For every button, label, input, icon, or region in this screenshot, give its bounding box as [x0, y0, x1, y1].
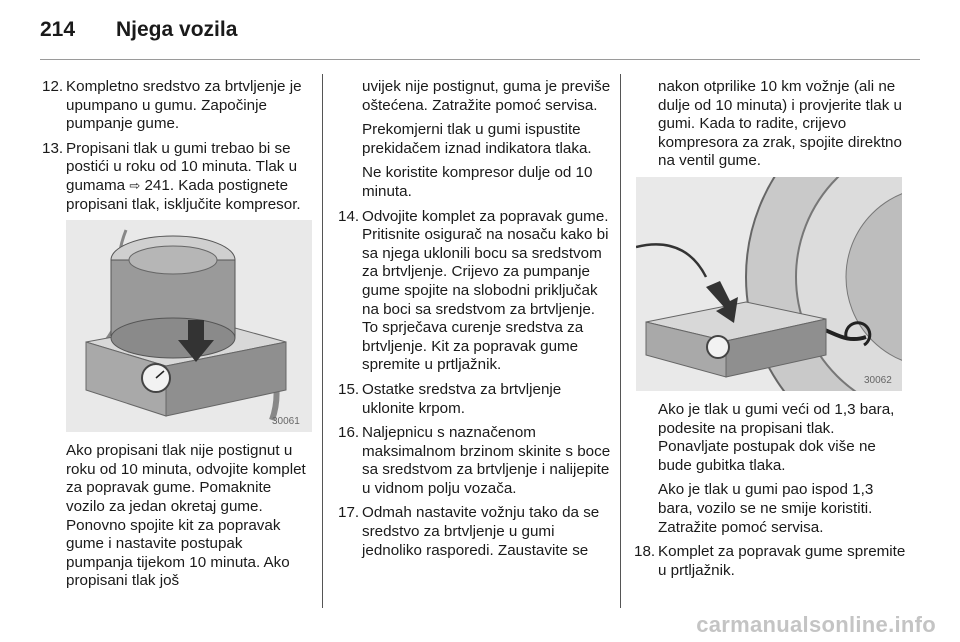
step-17-note-above: Ako je tlak u gumi veći od 1,3 bara, podesite na propisani tlak. Ponavljate postupak dok više ne bude gubitka tlaka. [658, 400, 895, 474]
compressor-illustration [66, 220, 312, 432]
column-1 [42, 78, 310, 597]
watermark: carmanualsonline.info [696, 612, 936, 637]
step-number: 15. [338, 380, 360, 398]
step-13-note-continued: uvijek nije postignut, guma je previše oštećena. Zatražite pomoć servisa. [362, 78, 611, 114]
step-18 [634, 543, 908, 580]
step-12 [42, 78, 310, 134]
step-text: Odmah nastavite vožnju tako da se sredstvo za brtvljenje u gumi jednoliko rasporedi. Zaustavite se [362, 504, 600, 559]
step-16 [338, 424, 612, 498]
column-divider [322, 74, 323, 608]
step-text: Naljepnicu s naznačenom maksimalnom brzinom skinite s boce sa sredstvom za brtvljenje i nalijepite u vidnom polju vozača. [362, 424, 611, 497]
step-text-continued: . Kada postignete propisani tlak, isključite kompresor. [66, 176, 301, 213]
page-number: 214 [40, 18, 76, 41]
step-13 [42, 140, 310, 214]
step-13-note-time-limit: Ne koristite kompresor dulje od 10 minuta. [362, 164, 593, 200]
step-text: Propisani tlak u gumi trebao bi se postići u roku od 10 minuta. Tlak u gumama [66, 139, 298, 194]
step-number: 17. [338, 504, 360, 522]
step-number: 12. [42, 78, 64, 95]
chapter-title: Njega vozila [116, 18, 238, 41]
step-number: 18. [634, 543, 656, 561]
column-2 [338, 78, 612, 566]
step-number: 16. [338, 424, 360, 442]
step-13-note: Ako propisani tlak nije postignut u roku od 10 minuta, odvojite komplet za popravak gume. Pomaknite vozilo za jedan okretaj gume. Ponovno spojite kit za popravak gume i nastavite postupak pumpanja tijekom 10 minuta. Ako propisani tlak još [66, 442, 306, 590]
page-header [40, 14, 920, 50]
figure-code: 30062 [864, 374, 892, 386]
step-15 [338, 381, 612, 418]
step-17-note-below: Ako je tlak u gumi pao ispod 1,3 bara, vozilo se ne smije koristiti. Zatražite pomoć servisa. [658, 481, 874, 536]
step-number: 14. [338, 207, 360, 225]
step-text: Odvojite komplet za popravak gume. Pritisnite osigurač na nosaču kako bi sa njega uklonili bocu sa sredstvom za brtvljenje. Crijevo za pumpanje gume spojite na slobodni priključak na boci sa sredstvom za brtvljenje. To sprječava curenje sredstva za brtvljenje. Kit za popravak gume spremite u prtljažnik. [362, 207, 609, 374]
step-text: Komplet za popravak gume spremite u prtljažnik. [658, 543, 906, 579]
arrow-reference-icon: ⇨ [129, 177, 141, 193]
figure-compressor-tire [636, 177, 908, 391]
step-17 [338, 504, 612, 560]
step-13-note-overpressure: Prekomjerni tlak u gumi ispustite prekidačem iznad indikatora tlaka. [362, 121, 592, 157]
compressor-tire-illustration [636, 177, 902, 391]
column-divider [620, 74, 621, 608]
step-text: Kompletno sredstvo za brtvljenje je upumpano u gumu. Započinje pumpanje gume. [66, 78, 302, 133]
figure-compressor-inflating [66, 220, 310, 432]
step-17-continued: nakon otprilike 10 km vožnje (ali ne dulje od 10 minuta) i provjerite tlak u gumi. Kada to radite, crijevo kompresora za zrak, spojite direktno na ventil gume. [658, 78, 902, 170]
figure-code: 30061 [272, 416, 300, 428]
step-number: 13. [42, 139, 64, 157]
header-rule [40, 59, 920, 60]
column-3 [634, 78, 908, 586]
step-text: Ostatke sredstva za brtvljenje uklonite krpom. [362, 380, 562, 417]
page-reference-link[interactable]: 241 [144, 176, 170, 194]
step-14 [338, 208, 612, 375]
